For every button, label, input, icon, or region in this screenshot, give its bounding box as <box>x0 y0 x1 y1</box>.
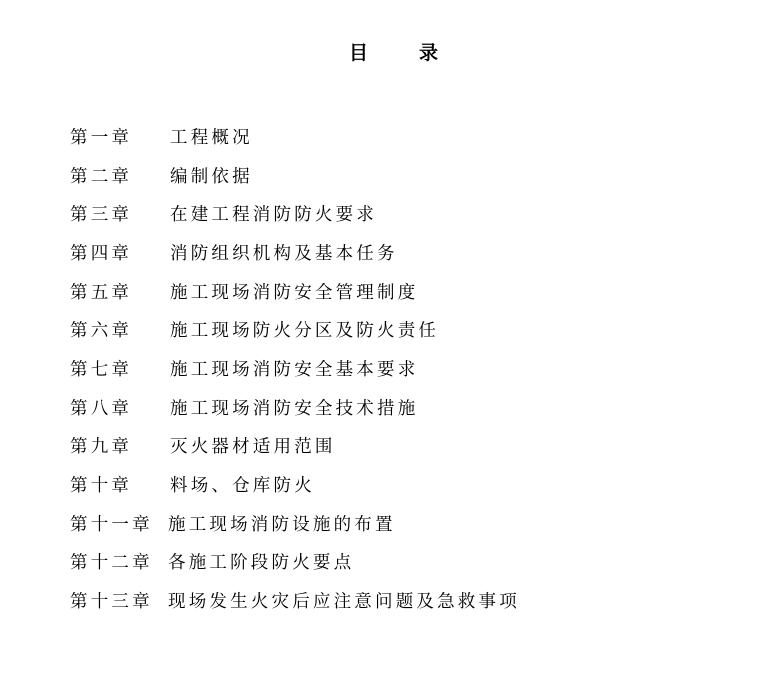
toc-entry <box>70 543 520 582</box>
toc-entry <box>70 194 520 233</box>
toc-entry <box>70 465 520 504</box>
toc-entry <box>70 427 520 466</box>
chapter-label: 第二章 <box>70 166 133 187</box>
toc-heading-char-2: 录 <box>419 42 439 64</box>
toc-entry <box>70 156 520 195</box>
chapter-title: 施工现场消防安全技术措施 <box>170 398 419 419</box>
chapter-title: 施工现场消防安全基本要求 <box>170 359 419 380</box>
chapter-title: 灭火器材适用范围 <box>170 437 336 458</box>
chapter-label: 第七章 <box>70 359 133 380</box>
chapter-label: 第十章 <box>70 476 133 497</box>
chapter-label: 第三章 <box>70 205 133 226</box>
toc-entry <box>70 310 520 349</box>
chapter-title: 施工现场消防安全管理制度 <box>170 282 419 303</box>
chapter-label: 第十一章 <box>70 514 153 535</box>
toc-entry <box>70 581 520 620</box>
chapter-title: 在建工程消防防火要求 <box>170 205 377 226</box>
chapter-title: 现场发生火灾后应注意问题及急救事项 <box>168 592 520 613</box>
chapter-label: 第四章 <box>70 243 133 264</box>
chapter-label: 第八章 <box>70 398 133 419</box>
chapter-label: 第十三章 <box>70 592 153 613</box>
toc-entry <box>70 117 520 156</box>
toc-entry <box>70 388 520 427</box>
chapter-label: 第十二章 <box>70 553 153 574</box>
toc-entry <box>70 349 520 388</box>
chapter-title: 各施工阶段防火要点 <box>168 553 355 574</box>
toc-entry <box>70 233 520 272</box>
toc-heading-char-1: 目 <box>349 42 369 64</box>
chapter-title: 消防组织机构及基本任务 <box>170 243 398 264</box>
chapter-title: 料场、仓库防火 <box>170 476 315 497</box>
toc-entry <box>70 504 520 543</box>
chapter-title: 施工现场防火分区及防火责任 <box>170 321 440 342</box>
chapter-label: 第五章 <box>70 282 133 303</box>
chapter-title: 编制依据 <box>170 166 253 187</box>
chapter-title: 施工现场消防设施的布置 <box>168 514 396 535</box>
toc-list <box>70 117 520 620</box>
chapter-label: 第一章 <box>70 127 133 148</box>
chapter-title: 工程概况 <box>170 127 253 148</box>
toc-entry <box>70 272 520 311</box>
chapter-label: 第九章 <box>70 437 133 458</box>
chapter-label: 第六章 <box>70 321 133 342</box>
